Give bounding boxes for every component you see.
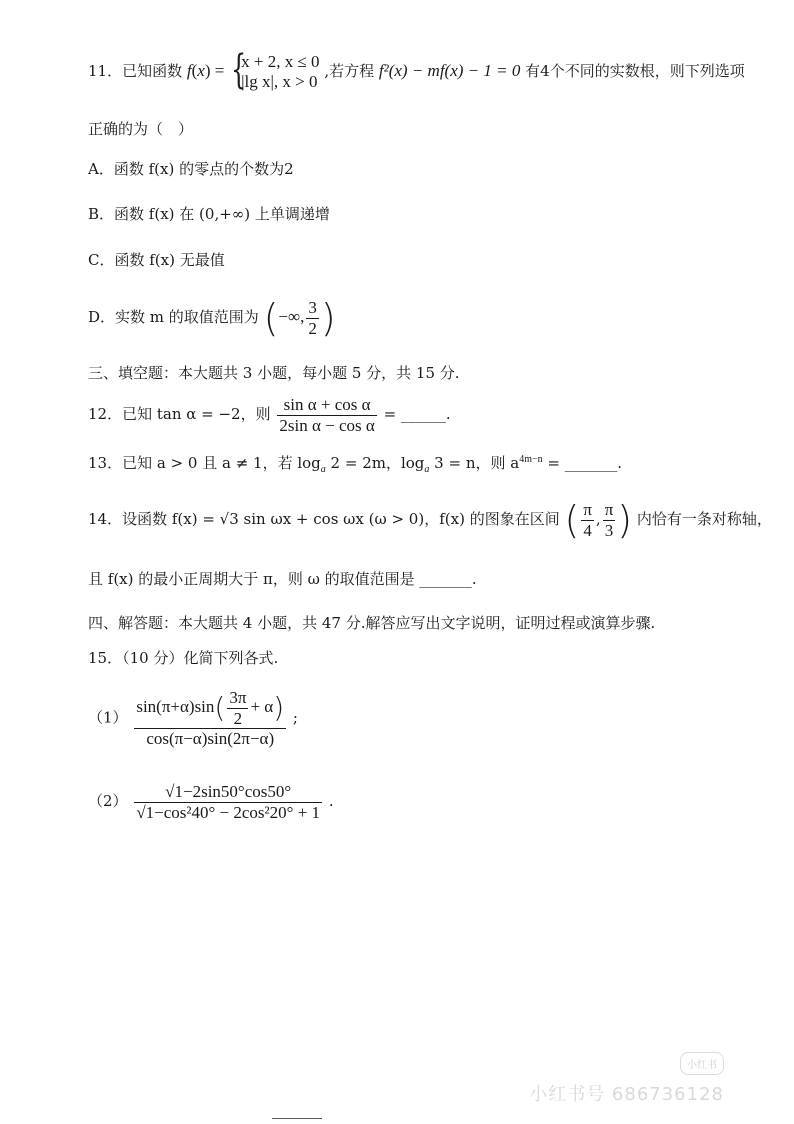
q14-post: 内恰有一条对称轴，	[636, 510, 772, 528]
question-13: 13．已知 a > 0 且 a ≠ 1，若 $\log_a 2 = 2m$，$\log_a 3 = n$，则 $a^{4m-n}$ = _______.	[88, 454, 622, 475]
watermark-text: 小红书号 686736128	[529, 1084, 724, 1105]
q11-number: 11．	[88, 62, 123, 80]
q11-mid: ,若方程	[324, 62, 375, 80]
q15-part-2-label: （2）	[88, 792, 128, 811]
case-1: x + 2, x ≤ 0	[241, 52, 320, 71]
q15-part-1-fraction: sin(π+α)sin( $\frac{3\pi}{2}$ + α) cos(π−α)sin(2π−α)	[136, 688, 285, 749]
q14-frac-1: $\frac{\pi}{4}$	[583, 499, 592, 540]
q14-line-2: 且 f(x) 的最小正周期大于 π，则 ω 的取值范围是 _______.	[88, 570, 477, 588]
question-11: 11．已知函数 f(x) = { x + 2, x ≤ 0 |lg x|, x > 0 ,若方程 f²(x) − mf(x) − 1 = 0 有4个不同的实数根，则下列选项	[88, 47, 745, 93]
q15-part-2: （2） $\frac{√1-2\sin 50^\circ\cos 50^\circ}{\text{√1−cos²40° − 2cos²20° + 1}}$ .	[88, 782, 334, 822]
section-3-heading: 三、填空题：本大题共 3 小题，每小题 5 分，共 15 分.	[88, 364, 460, 382]
q11-option-a: A．函数 f(x) 的零点的个数为2	[88, 160, 294, 178]
q11-option-d: D．实数 m 的取值范围为 (−∞, $\frac{3}{2}$ )	[88, 296, 336, 340]
page-bottom-mark	[272, 1118, 322, 1119]
option-d-range-left: −∞,	[278, 307, 305, 326]
case-2: |lg x|, x > 0	[241, 72, 318, 91]
q15-part-1: （1） sin(π+α)sin( $\frac{3\pi}{2}$ + α) cos(π−α)sin(2π−α) ;	[88, 688, 298, 749]
q11-continuation: 正确的为（ ）	[88, 120, 194, 138]
question-14: 14．设函数 f(x) = √3 sin ωx + cos ωx (ω > 0)，f(x) 的图象在区间 ( $\frac{\pi}{4}$ , $\frac{\pi}{3}$ ) 内恰有一条对称轴，	[88, 498, 772, 542]
watermark-logo: 小红书	[680, 1052, 724, 1075]
q11-post: 有4个不同的实数根，则下列选项	[525, 62, 745, 80]
q15-part-1-label: （1）	[88, 708, 128, 727]
q12-post: = ______.	[383, 405, 451, 424]
question-12	[88, 395, 451, 435]
piecewise-function: { x + 2, x ≤ 0 |lg x|, x > 0	[231, 47, 320, 93]
q11-pre: 已知函数	[122, 62, 183, 80]
q11-option-d-text: D．实数 m 的取值范围为	[88, 308, 259, 326]
q11-option-c: C．函数 f(x) 无最值	[88, 251, 225, 269]
q12-fraction: $\frac{\text{sin α + cos α}}{\text{2sin α − cos α}}$	[279, 395, 375, 435]
option-d-fraction: $\frac{3}{2}$	[308, 297, 317, 338]
q11-option-b: B．函数 f(x) 在 (0,+∞) 上单调递增	[88, 205, 330, 223]
q11-equation: f²(x) − mf(x) − 1 = 0	[378, 61, 521, 80]
question-15-title: 15．（10 分）化简下列各式.	[88, 649, 279, 667]
q12-pre: 12．已知 tan α = −2，则	[88, 405, 271, 424]
q14-pre: 14．设函数 f(x) = √3 sin ωx + cos ωx (ω > 0)，f(x) 的图象在区间	[88, 510, 560, 528]
q14-frac-2: $\frac{\pi}{3}$	[604, 499, 614, 540]
section-4-heading: 四、解答题：本大题共 4 小题，共 47 分.解答应写出文字说明，证明过程或演算步骤.	[88, 614, 656, 632]
q15-part-2-fraction: $\frac{√1-2\sin 50^\circ\cos 50^\circ}{\text{√1−cos²40° − 2cos²20° + 1}}$	[136, 782, 321, 822]
